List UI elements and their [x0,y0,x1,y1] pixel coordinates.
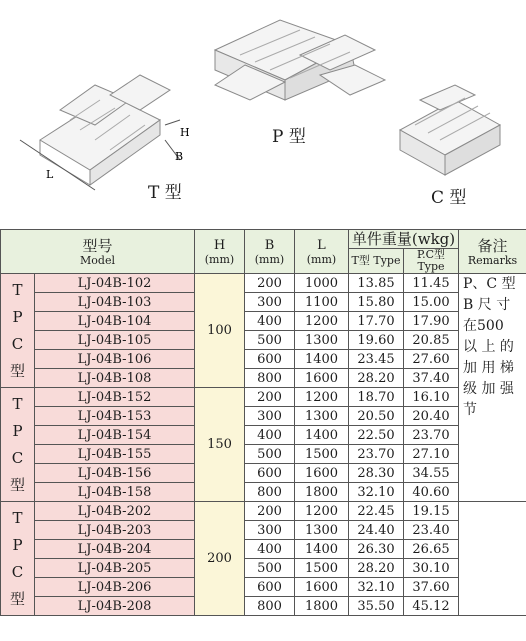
table-row [1,483,526,502]
table-row [1,578,526,597]
b-cell: 300 [245,293,295,312]
t-weight-cell: 28.30 [349,464,404,483]
model-cell: LJ-04B-102 [35,274,195,293]
l-cell: 1100 [295,293,349,312]
table-row [1,521,526,540]
table-row [1,293,526,312]
b-cell: 400 [245,540,295,559]
b-cell: 800 [245,597,295,616]
table-row [1,597,526,616]
dim-l-label: L [46,168,54,181]
t-weight-cell: 32.10 [349,483,404,502]
t-weight-cell: 28.20 [349,559,404,578]
table-row [1,388,526,407]
model-cell: LJ-04B-152 [35,388,195,407]
h-cell: 200 [195,502,245,616]
header-b: B (mm) [245,230,295,274]
model-cell: LJ-04B-203 [35,521,195,540]
b-cell: 500 [245,331,295,350]
h-cell: 100 [195,274,245,388]
pc-weight-cell: 16.10 [404,388,459,407]
b-cell: 400 [245,426,295,445]
type-side-label: T P C 型 [1,274,35,388]
b-cell: 500 [245,559,295,578]
l-cell: 1000 [295,274,349,293]
pc-weight-cell: 37.40 [404,369,459,388]
table-row [1,312,526,331]
model-cell: LJ-04B-205 [35,559,195,578]
l-cell: 1800 [295,483,349,502]
b-cell: 200 [245,502,295,521]
header-t-type: T型 Type [349,249,404,274]
model-cell: LJ-04B-208 [35,597,195,616]
header-weight: 单件重量(wkg) [349,230,459,249]
l-cell: 1200 [295,388,349,407]
dim-b-label: B [175,150,184,163]
table-row [1,331,526,350]
l-cell: 1400 [295,350,349,369]
table-row [1,464,526,483]
header-l: L (mm) [295,230,349,274]
l-cell: 1600 [295,369,349,388]
l-cell: 1500 [295,445,349,464]
l-cell: 1800 [295,597,349,616]
model-cell: LJ-04B-153 [35,407,195,426]
model-cell: LJ-04B-154 [35,426,195,445]
t-weight-cell: 15.80 [349,293,404,312]
b-cell: 300 [245,407,295,426]
h-cell: 150 [195,388,245,502]
pc-weight-cell: 19.15 [404,502,459,521]
pc-weight-cell: 23.70 [404,426,459,445]
table-row [1,502,526,521]
header-h: H (mm) [195,230,245,274]
l-cell: 1400 [295,540,349,559]
t-weight-cell: 23.45 [349,350,404,369]
table-row [1,426,526,445]
type-side-label: T P C 型 [1,388,35,502]
t-weight-cell: 13.85 [349,274,404,293]
model-cell: LJ-04B-206 [35,578,195,597]
pc-weight-cell: 23.40 [404,521,459,540]
table-row [1,369,526,388]
model-cell: LJ-04B-202 [35,502,195,521]
p-type-caption: P 型 [272,127,306,147]
header-remarks: 备注 Remarks [459,230,526,274]
b-cell: 300 [245,521,295,540]
table-row [1,350,526,369]
l-cell: 1300 [295,407,349,426]
l-cell: 1600 [295,464,349,483]
model-cell: LJ-04B-104 [35,312,195,331]
t-weight-cell: 26.30 [349,540,404,559]
t-weight-cell: 24.40 [349,521,404,540]
c-type-drawing [400,85,500,175]
l-cell: 1300 [295,521,349,540]
table-row [1,274,526,293]
model-cell: LJ-04B-158 [35,483,195,502]
b-cell: 200 [245,274,295,293]
model-cell: LJ-04B-105 [35,331,195,350]
pc-weight-cell: 37.60 [404,578,459,597]
pc-weight-cell: 11.45 [404,274,459,293]
t-weight-cell: 23.70 [349,445,404,464]
pc-weight-cell: 45.12 [404,597,459,616]
l-cell: 1400 [295,426,349,445]
t-weight-cell: 20.50 [349,407,404,426]
pc-weight-cell: 26.65 [404,540,459,559]
p-type-drawing [215,20,385,100]
pc-weight-cell: 30.10 [404,559,459,578]
type-side-label: T P C 型 [1,502,35,616]
model-cell: LJ-04B-155 [35,445,195,464]
dim-h-label: H [180,126,190,139]
header-pc-type: P.C型 Type [404,249,459,274]
b-cell: 600 [245,578,295,597]
t-weight-cell: 28.20 [349,369,404,388]
b-cell: 200 [245,388,295,407]
model-cell: LJ-04B-103 [35,293,195,312]
spec-table [0,229,526,616]
l-cell: 1200 [295,312,349,331]
b-cell: 800 [245,483,295,502]
l-cell: 1300 [295,331,349,350]
t-weight-cell: 18.70 [349,388,404,407]
b-cell: 600 [245,464,295,483]
product-illustrations [0,0,526,228]
b-cell: 800 [245,369,295,388]
pc-weight-cell: 15.00 [404,293,459,312]
b-cell: 500 [245,445,295,464]
l-cell: 1600 [295,578,349,597]
t-weight-cell: 32.10 [349,578,404,597]
table-row [1,540,526,559]
t-weight-cell: 17.70 [349,312,404,331]
t-weight-cell: 22.45 [349,502,404,521]
pc-weight-cell: 27.10 [404,445,459,464]
t-type-caption: T 型 [148,183,182,203]
t-weight-cell: 19.60 [349,331,404,350]
b-cell: 600 [245,350,295,369]
model-cell: LJ-04B-156 [35,464,195,483]
table-row [1,445,526,464]
t-weight-cell: 22.50 [349,426,404,445]
pc-weight-cell: 40.60 [404,483,459,502]
model-cell: LJ-04B-108 [35,369,195,388]
table-row [1,407,526,426]
c-type-caption: C 型 [431,188,467,208]
pc-weight-cell: 20.85 [404,331,459,350]
model-cell: LJ-04B-204 [35,540,195,559]
table-row [1,559,526,578]
header-model: 型号 Model [1,230,195,274]
model-cell: LJ-04B-106 [35,350,195,369]
t-weight-cell: 35.50 [349,597,404,616]
t-type-drawing [20,75,180,190]
l-cell: 1500 [295,559,349,578]
remarks-empty-cell [459,502,526,616]
l-cell: 1200 [295,502,349,521]
pc-weight-cell: 20.40 [404,407,459,426]
b-cell: 400 [245,312,295,331]
pc-weight-cell: 17.90 [404,312,459,331]
pc-weight-cell: 34.55 [404,464,459,483]
remarks-cell: P、C 型 B 尺 寸 在500 以 上 的 加 用 梯 级 加 强 节 [459,274,526,502]
pc-weight-cell: 27.60 [404,350,459,369]
